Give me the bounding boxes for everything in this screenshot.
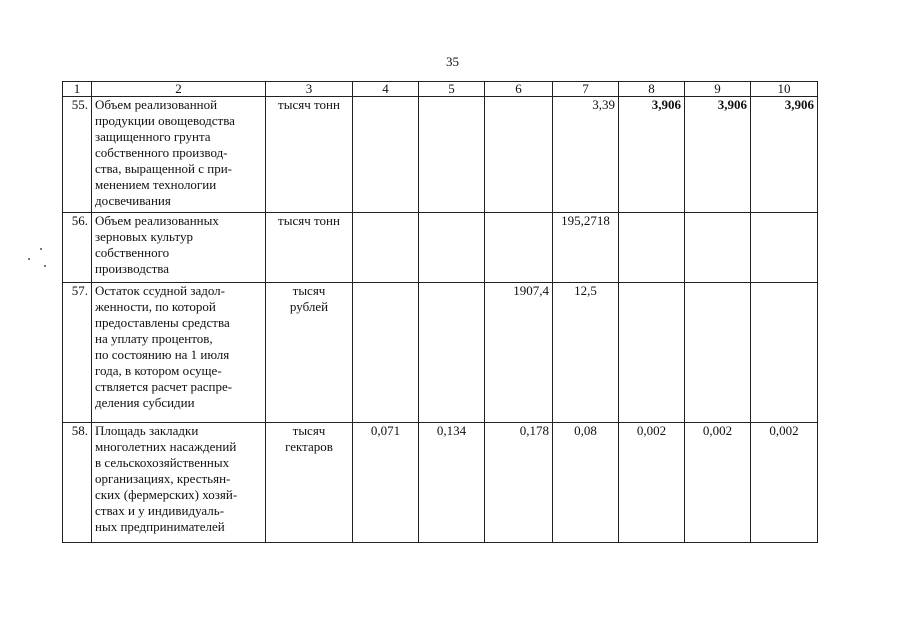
value-cell [751, 283, 818, 423]
name-line: ных предпринимателей [95, 519, 225, 534]
name-line: продукции овощеводства [95, 113, 235, 128]
header-cell: 1 [63, 82, 92, 97]
scan-speck [40, 248, 42, 250]
value-cell [419, 97, 485, 213]
unit-line: тысяч [292, 283, 326, 298]
header-cell: 3 [266, 82, 353, 97]
name-line: Площадь закладки [95, 423, 199, 438]
header-cell: 8 [619, 82, 685, 97]
name-line: женности, по которой [95, 299, 216, 314]
header-cell: 4 [353, 82, 419, 97]
name-line: ских (фермерских) хозяй- [95, 487, 238, 502]
value-cell: 0,071 [353, 423, 419, 543]
value-cell: 12,5 [553, 283, 619, 423]
value-cell: 3,39 [553, 97, 619, 213]
name-line: собственного производ- [95, 145, 228, 160]
indicator-name [92, 97, 266, 213]
name-line: досвечивания [95, 193, 171, 208]
header-cell: 2 [92, 82, 266, 97]
indicator-name [92, 283, 266, 423]
name-line: защищенного грунта [95, 129, 211, 144]
value-cell [619, 283, 685, 423]
value-cell: 0,178 [485, 423, 553, 543]
name-line: Объем реализованных [95, 213, 219, 228]
value-cell: 0,134 [419, 423, 485, 543]
value-cell [685, 213, 751, 283]
header-row [63, 82, 818, 97]
table-row [63, 97, 818, 213]
table-row [63, 283, 818, 423]
row-number: 56. [63, 213, 92, 283]
name-line: на уплату процентов, [95, 331, 213, 346]
table-row [63, 423, 818, 543]
unit-line: тысяч тонн [278, 213, 340, 228]
data-table [62, 81, 818, 543]
scan-speck [44, 265, 46, 267]
header-cell: 9 [685, 82, 751, 97]
value-cell: 3,906 [751, 97, 818, 213]
table-row [63, 213, 818, 283]
name-line: деления субсидии [95, 395, 195, 410]
unit-cell [266, 423, 353, 543]
name-line: года, в котором осуще- [95, 363, 222, 378]
row-number: 57. [63, 283, 92, 423]
page-number: 35 [446, 54, 459, 69]
header-cell: 6 [485, 82, 553, 97]
indicator-name [92, 423, 266, 543]
value-cell [751, 213, 818, 283]
name-line: ства, выращенной с при- [95, 161, 232, 176]
value-cell: 3,906 [619, 97, 685, 213]
header-cell: 5 [419, 82, 485, 97]
value-cell [485, 213, 553, 283]
name-line: менением технологии [95, 177, 217, 192]
unit-line: гектаров [285, 439, 333, 454]
row-number: 55. [63, 97, 92, 213]
name-line: собственного [95, 245, 170, 260]
name-line: в сельскохозяйственных [95, 455, 230, 470]
value-cell [353, 97, 419, 213]
unit-cell [266, 97, 353, 213]
scan-speck [28, 258, 30, 260]
value-cell [485, 97, 553, 213]
value-cell: 3,906 [685, 97, 751, 213]
name-line: Остаток ссудной задол- [95, 283, 225, 298]
value-cell: 0,002 [685, 423, 751, 543]
value-cell: 1907,4 [485, 283, 553, 423]
name-line: ствах и у индивидуаль- [95, 503, 225, 518]
value-cell [685, 283, 751, 423]
value-cell [419, 213, 485, 283]
row-number: 58. [63, 423, 92, 543]
value-cell [353, 213, 419, 283]
value-cell: 195,2718 [553, 213, 619, 283]
name-line: ствляется расчет распре- [95, 379, 233, 394]
name-line: организациях, крестьян- [95, 471, 231, 486]
unit-cell [266, 283, 353, 423]
unit-line: рублей [289, 299, 329, 314]
header-cell: 10 [751, 82, 818, 97]
name-line: Объем реализованной [95, 97, 218, 112]
name-line: по состоянию на 1 июля [95, 347, 230, 362]
unit-cell [266, 213, 353, 283]
value-cell: 0,08 [553, 423, 619, 543]
indicator-name [92, 213, 266, 283]
name-line: предоставлены средства [95, 315, 230, 330]
value-cell: 0,002 [619, 423, 685, 543]
value-cell [619, 213, 685, 283]
unit-line: тысяч тонн [278, 97, 340, 112]
unit-line: тысяч [292, 423, 326, 438]
name-line: производства [95, 261, 170, 276]
value-cell: 0,002 [751, 423, 818, 543]
name-line: многолетних насаждений [95, 439, 237, 454]
header-cell: 7 [553, 82, 619, 97]
value-cell [419, 283, 485, 423]
name-line: зерновых культур [95, 229, 193, 244]
value-cell [353, 283, 419, 423]
